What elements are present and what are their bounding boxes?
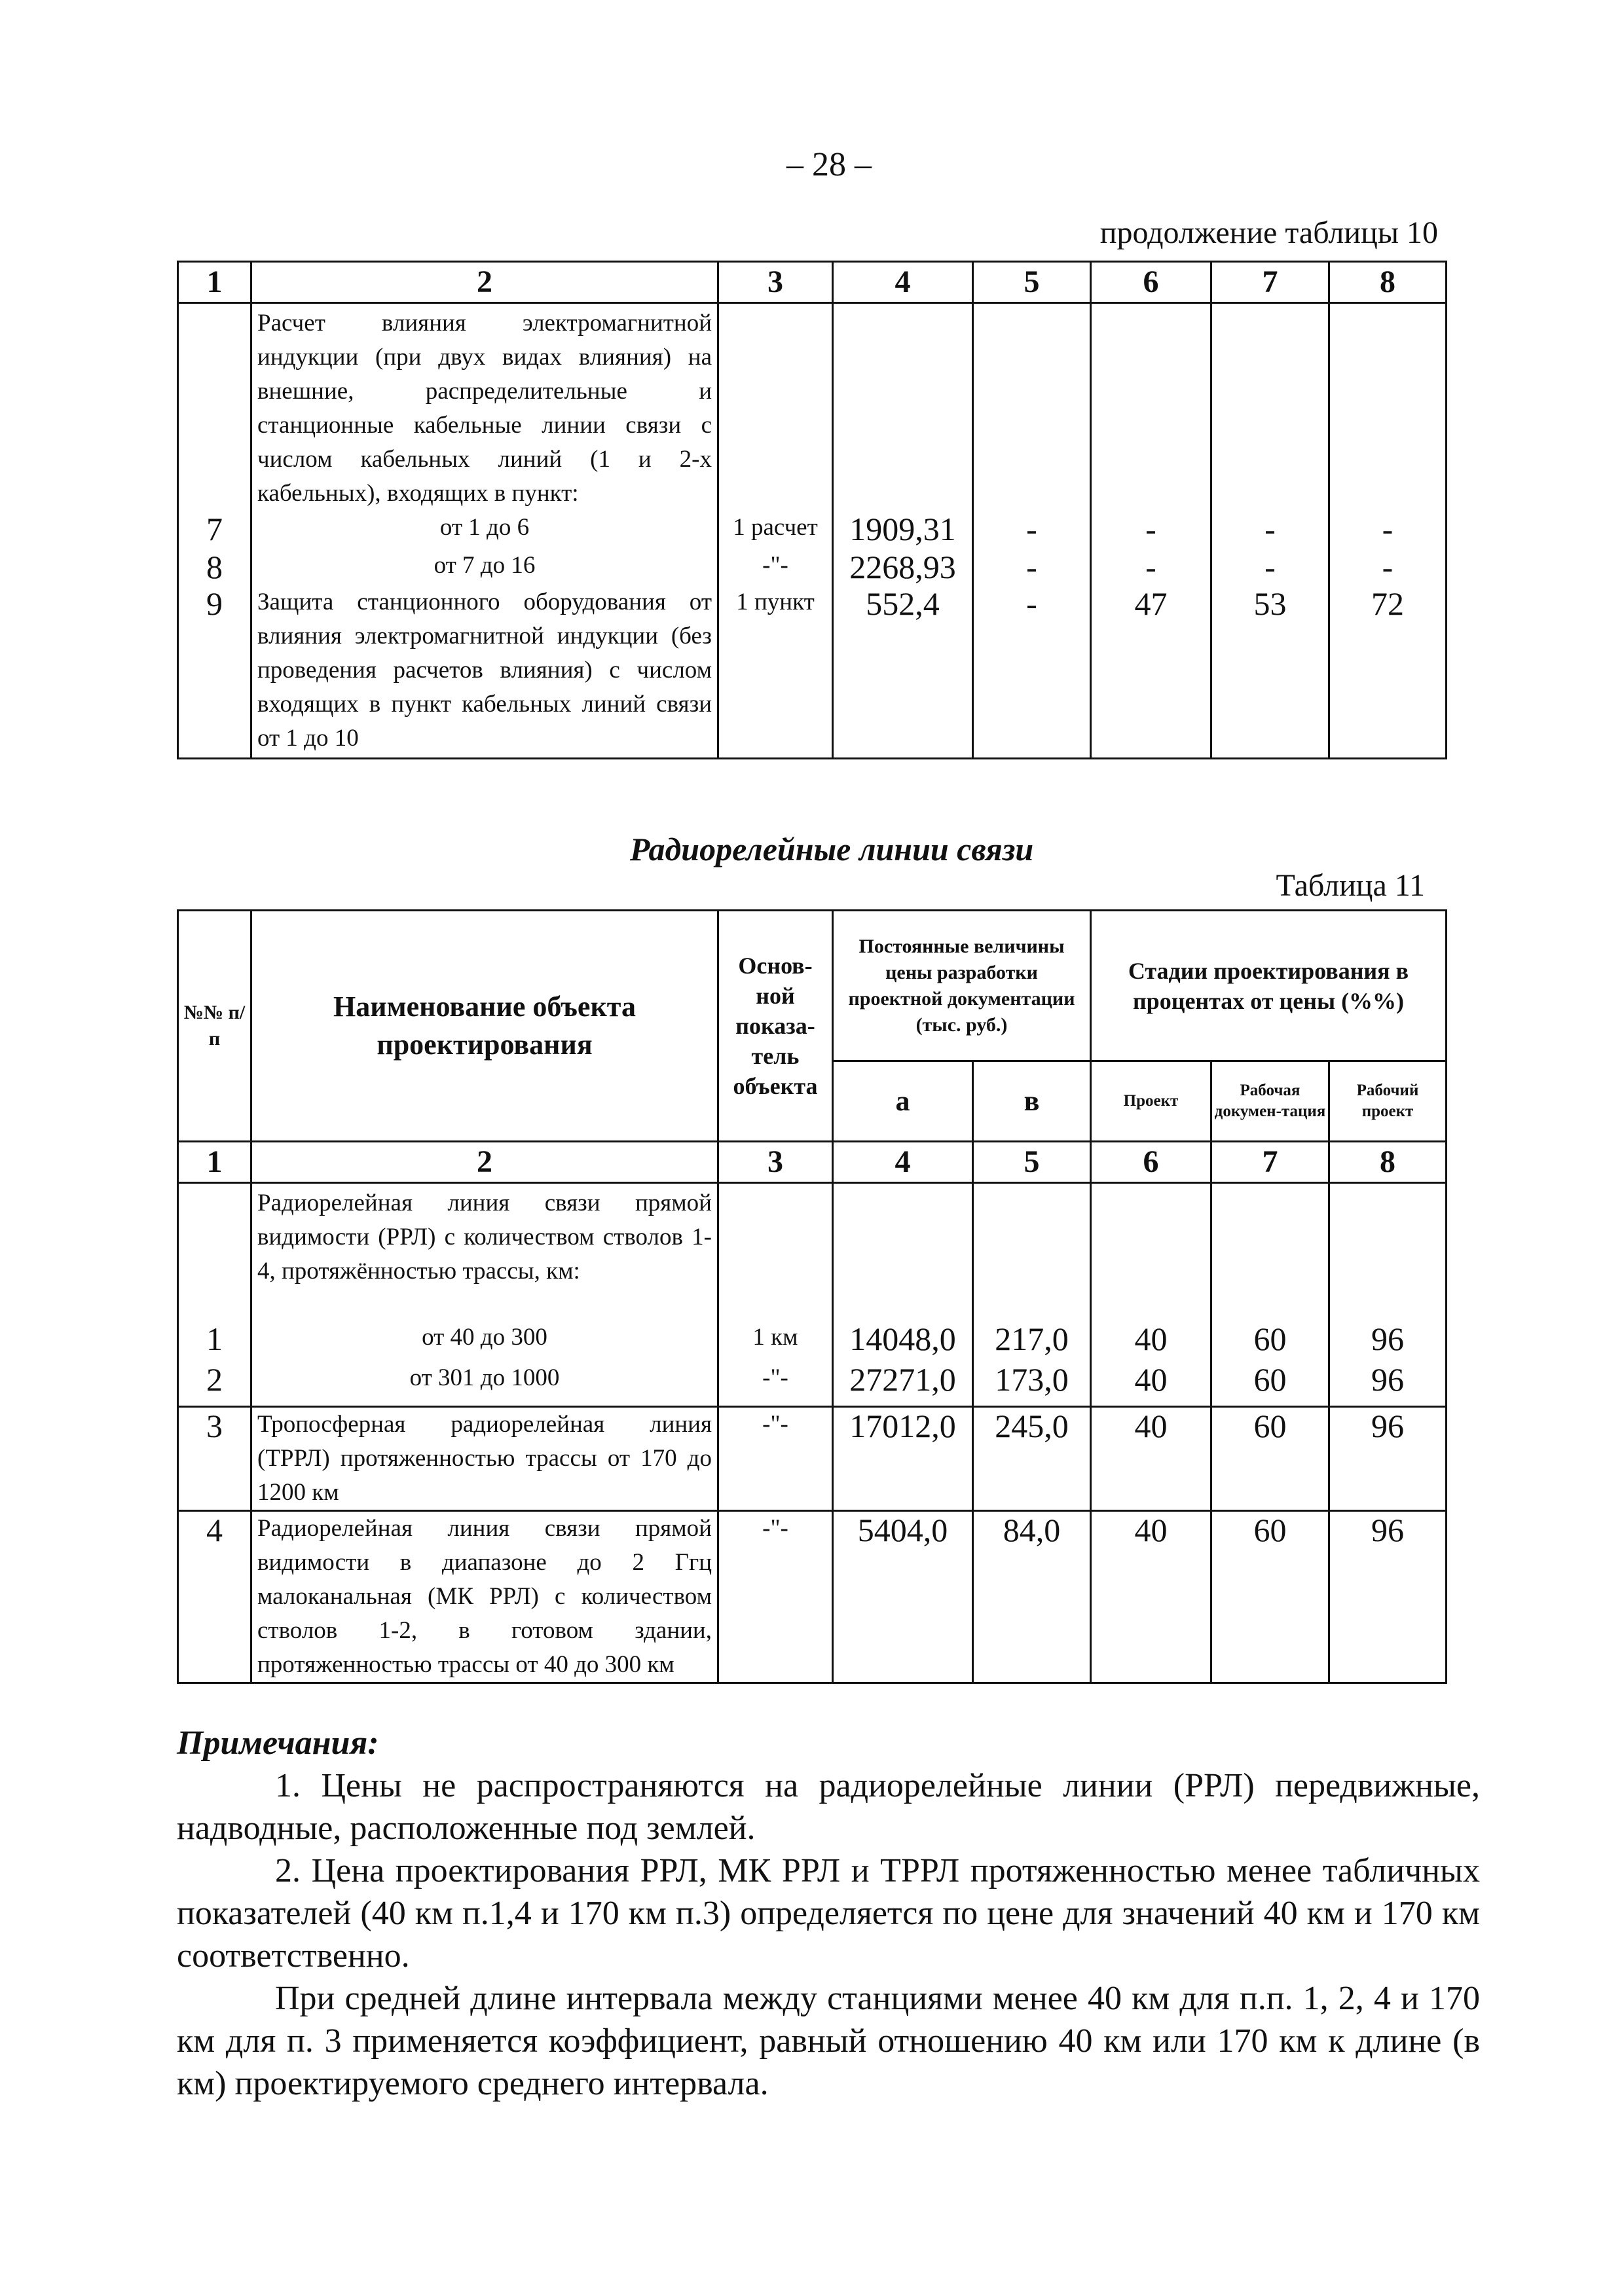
row-value-b: - xyxy=(973,585,1091,758)
row-value-work-doc: 60 xyxy=(1211,1321,1329,1361)
row-value-work-doc: - xyxy=(1211,511,1329,549)
header-num: №№ п/п xyxy=(178,911,251,1142)
row-name: от 1 до 6 xyxy=(251,511,718,549)
table-row xyxy=(178,1407,1447,1511)
row-value-a: 17012,0 xyxy=(833,1407,973,1511)
row-value-project: 40 xyxy=(1091,1321,1211,1361)
row-value-work-doc: 53 xyxy=(1211,585,1329,758)
table-row xyxy=(178,511,1447,549)
row-value-work-project: 96 xyxy=(1329,1321,1447,1361)
row-unit: 1 пункт xyxy=(718,585,833,758)
row-value-work-project: - xyxy=(1329,511,1447,549)
table-10-continuation xyxy=(177,261,1447,759)
col-num: 3 xyxy=(718,262,833,303)
row-value-project: - xyxy=(1091,511,1211,549)
table-row xyxy=(178,1321,1447,1361)
col-num: 8 xyxy=(1329,1142,1447,1183)
row-value-a: 14048,0 xyxy=(833,1321,973,1361)
row-number: 2 xyxy=(178,1361,251,1407)
row-value-a: 5404,0 xyxy=(833,1511,973,1683)
header-project: Проект xyxy=(1091,1061,1211,1142)
table-caption: продолжение таблицы 10 xyxy=(1099,215,1438,250)
col-num: 2 xyxy=(251,262,718,303)
header-a: а xyxy=(833,1061,973,1142)
header-indicator: Основ-ной показа-тель объекта xyxy=(718,911,833,1142)
table-row xyxy=(178,1361,1447,1407)
section-title: Радиорелейные линии связи xyxy=(629,831,1034,867)
note-item: 2. Цена проектирования РРЛ, МК РРЛ и ТРРЛ протяженностью менее табличных показателей (40 км п.1,4 и 170 км п.3) определяется по цене для значений 40 км и 170 км соответственно. xyxy=(177,1852,1480,1975)
row-value-b: 217,0 xyxy=(973,1321,1091,1361)
row-value-work-doc: - xyxy=(1211,549,1329,585)
col-num: 5 xyxy=(973,1142,1091,1183)
table-row xyxy=(178,549,1447,585)
note-item: При средней длине интервала между станциями менее 40 км для п.п. 1, 2, 4 и 170 км для п. 3 применяется коэффициент, равный отношению 40 км или 170 км к длине (в км) проектируемого среднего интервала. xyxy=(177,1980,1480,2102)
header-row xyxy=(178,911,1447,1061)
row-value-project: 40 xyxy=(1091,1407,1211,1511)
header-work-project: Рабочий проект xyxy=(1329,1061,1447,1142)
row-value-a: 1909,31 xyxy=(833,511,973,549)
row-unit: -"- xyxy=(718,549,833,585)
note-item: 1. Цены не распространяются на радиорелейные линии (РРЛ) передвижные, надводные, расположенные под землей. xyxy=(177,1767,1480,1847)
row-unit: 1 км xyxy=(718,1321,833,1361)
row-name: от 301 до 1000 xyxy=(251,1361,718,1407)
row-number: 7 xyxy=(178,511,251,549)
row-value-b: 84,0 xyxy=(973,1511,1091,1683)
row-value-work-project: 72 xyxy=(1329,585,1447,758)
header-name: Наименование объекта проектирования xyxy=(251,911,718,1142)
header-work-doc: Рабочая докумен-тация xyxy=(1211,1061,1329,1142)
table-row xyxy=(178,585,1447,758)
row-value-project: 40 xyxy=(1091,1511,1211,1683)
row-value-work-doc: 60 xyxy=(1211,1407,1329,1511)
row-number: 8 xyxy=(178,549,251,585)
row-value-project: 47 xyxy=(1091,585,1211,758)
row-name: от 7 до 16 xyxy=(251,549,718,585)
row-name: Тропосферная радиорелейная линия (ТРРЛ) протяженностью трассы от 170 до 1200 км xyxy=(251,1407,718,1511)
page-number: – 28 – xyxy=(786,146,872,183)
col-num: 4 xyxy=(833,1142,973,1183)
row-unit: -"- xyxy=(718,1361,833,1407)
row-value-work-project: 96 xyxy=(1329,1511,1447,1683)
col-num: 1 xyxy=(178,262,251,303)
row-value-work-project: 96 xyxy=(1329,1361,1447,1407)
row-value-a: 552,4 xyxy=(833,585,973,758)
col-num: 7 xyxy=(1211,262,1329,303)
row-value-b: 173,0 xyxy=(973,1361,1091,1407)
row-value-work-doc: 60 xyxy=(1211,1361,1329,1407)
col-num: 8 xyxy=(1329,262,1447,303)
header-stages: Стадии проектирования в процентах от цены (%%) xyxy=(1091,911,1447,1061)
table-11 xyxy=(177,909,1447,1684)
col-num: 4 xyxy=(833,262,973,303)
table-caption: Таблица 11 xyxy=(1276,868,1425,903)
row-value-b: 245,0 xyxy=(973,1407,1091,1511)
row-name: Защита станционного оборудования от влияния электромагнитной индукции (без проведения расчетов влияния) с числом входящих в пункт кабельных линий связи от 1 до 10 xyxy=(251,585,718,758)
table-row xyxy=(178,1183,1447,1321)
row-number: 3 xyxy=(178,1407,251,1511)
table-row xyxy=(178,303,1447,511)
col-num: 3 xyxy=(718,1142,833,1183)
row-number: 4 xyxy=(178,1511,251,1683)
row-value-project: - xyxy=(1091,549,1211,585)
row-value-b: - xyxy=(973,549,1091,585)
header-constants: Постоянные величины цены разработки проектной документации (тыс. руб.) xyxy=(833,911,1091,1061)
row-value-a: 2268,93 xyxy=(833,549,973,585)
row-value-a: 27271,0 xyxy=(833,1361,973,1407)
row-group-description: Расчет влияния электромагнитной индукции (при двух видах влияния) на внешние, распределительные и станционные кабельные линии связи с числом кабельных линий (1 и 2-х кабельных), входящих в пункт: xyxy=(251,303,718,511)
table-row xyxy=(178,1511,1447,1683)
row-unit: -"- xyxy=(718,1511,833,1683)
column-number-row xyxy=(178,1142,1447,1183)
col-num: 6 xyxy=(1091,262,1211,303)
col-num: 5 xyxy=(973,262,1091,303)
notes xyxy=(177,1722,1480,2105)
col-num: 6 xyxy=(1091,1142,1211,1183)
row-name: Радиорелейная линия связи прямой видимости в диапазоне до 2 Ггц малоканальная (МК РРЛ) с количеством стволов 1-2, в готовом здании, протяженностью трассы от 40 до 300 км xyxy=(251,1511,718,1683)
row-value-work-project: 96 xyxy=(1329,1407,1447,1511)
row-group-description: Радиорелейная линия связи прямой видимости (РРЛ) с количеством стволов 1-4, протяжённостью трассы, км: xyxy=(251,1183,718,1321)
row-value-project: 40 xyxy=(1091,1361,1211,1407)
row-number: 9 xyxy=(178,585,251,758)
row-unit: -"- xyxy=(718,1407,833,1511)
row-value-work-doc: 60 xyxy=(1211,1511,1329,1683)
column-number-row xyxy=(178,262,1447,303)
row-unit: 1 расчет xyxy=(718,511,833,549)
col-num: 1 xyxy=(178,1142,251,1183)
col-num: 2 xyxy=(251,1142,718,1183)
row-name: от 40 до 300 xyxy=(251,1321,718,1361)
col-num: 7 xyxy=(1211,1142,1329,1183)
row-value-work-project: - xyxy=(1329,549,1447,585)
notes-title: Примечания: xyxy=(177,1724,379,1762)
header-b: в xyxy=(973,1061,1091,1142)
row-value-b: - xyxy=(973,511,1091,549)
row-number: 1 xyxy=(178,1321,251,1361)
